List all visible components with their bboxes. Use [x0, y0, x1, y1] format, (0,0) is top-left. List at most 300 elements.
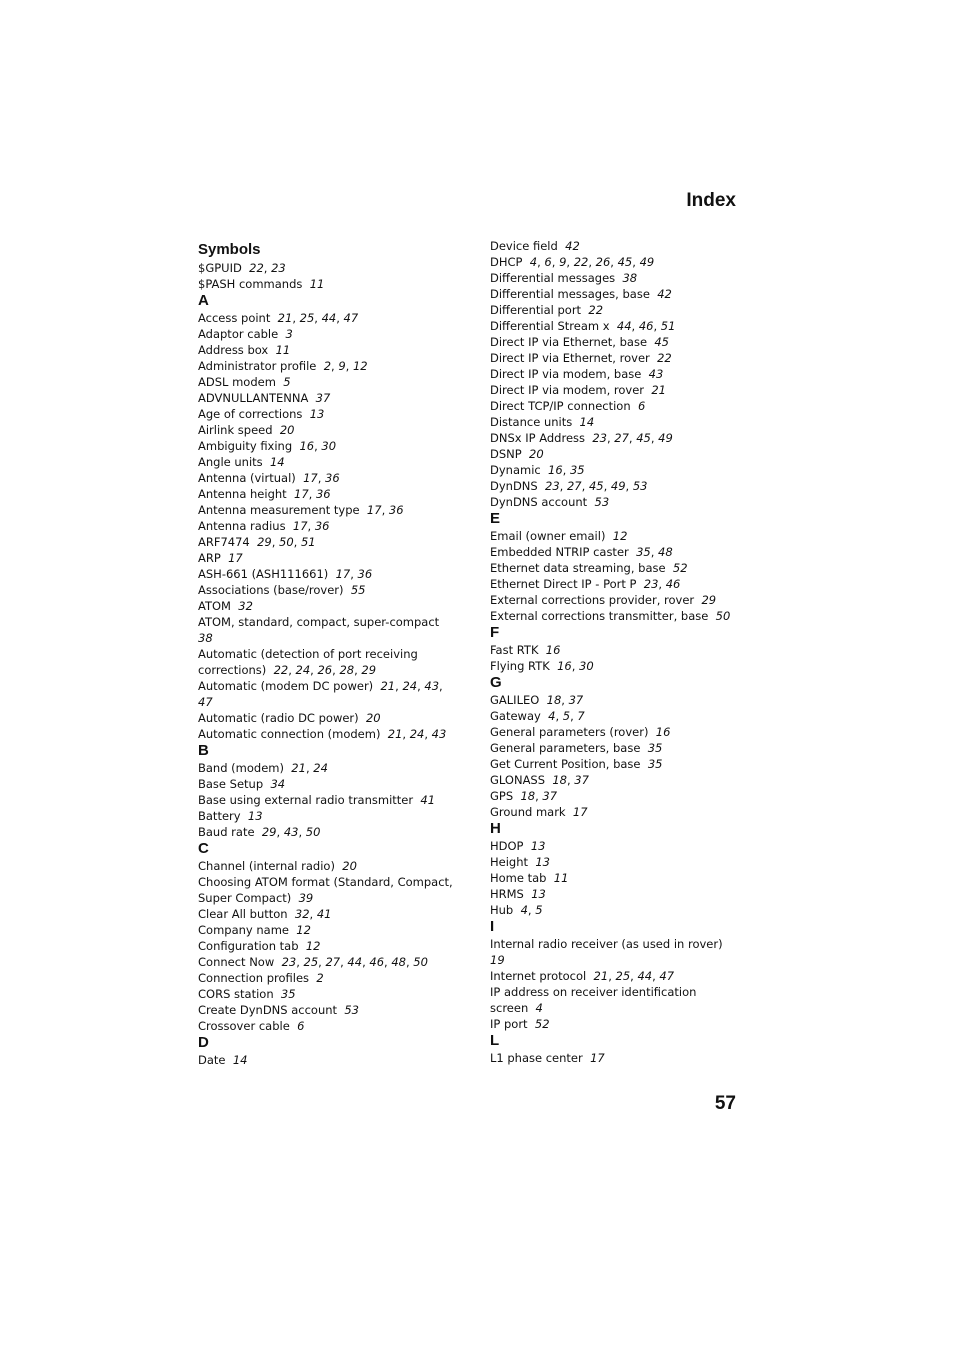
index-entry: Differential Stream x 44, 46, 51	[490, 319, 676, 333]
page-reference-link[interactable]: 13	[535, 855, 550, 869]
index-entry	[490, 1016, 740, 1032]
index-term: Height	[490, 855, 529, 869]
index-term: Band (modem)	[198, 761, 284, 775]
index-entry	[490, 270, 740, 286]
index-entry	[490, 838, 740, 854]
index-entry	[198, 986, 458, 1002]
page-reference-link[interactable]: 36	[357, 567, 373, 581]
index-term: DynDNS	[490, 479, 538, 493]
index-term: Clear All button	[198, 907, 288, 921]
index-term: Internet protocol	[490, 969, 587, 983]
page-reference-link[interactable]: 50	[279, 535, 294, 549]
index-term: Ambiguity fixing	[198, 439, 293, 453]
section-heading: E	[490, 510, 501, 527]
page-reference-link[interactable]: 35	[569, 463, 585, 477]
page-reference-link[interactable]: 53	[594, 495, 610, 509]
index-entry: Internet protocol 21, 25, 44, 47	[490, 969, 675, 983]
page-reference-link[interactable]: 43	[283, 825, 299, 839]
index-term: $GPUID	[198, 261, 242, 275]
index-entry: DNSx IP Address 23, 27, 45, 49	[490, 431, 673, 445]
index-entry	[490, 740, 740, 756]
index-entry: Access point 21, 25, 44, 47	[198, 311, 359, 325]
index-entry: Administrator profile 2, 9, 12	[198, 359, 368, 373]
section-heading: I	[490, 918, 495, 935]
page-reference-link[interactable]: 47	[343, 311, 359, 325]
index-term: External corrections provider, rover	[490, 593, 695, 607]
page-reference-link[interactable]: 26	[317, 663, 333, 677]
page-reference-link[interactable]: 24	[402, 679, 418, 693]
index-entry	[490, 854, 740, 870]
page-reference-link[interactable]: 30	[321, 439, 337, 453]
index-entry	[198, 1002, 458, 1018]
index-entry: DHCP 4, 6, 9, 22, 26, 45, 49	[490, 255, 655, 269]
index-term: Battery	[198, 809, 241, 823]
index-term: CORS station	[198, 987, 274, 1001]
page-reference-link[interactable]: 49	[610, 479, 626, 493]
index-entry: GPS 18, 37	[490, 789, 558, 803]
page-reference-link[interactable]: 12	[296, 923, 311, 937]
page-reference-link[interactable]: 12	[612, 529, 628, 543]
page-reference-link[interactable]: 53	[344, 1003, 359, 1017]
index-term: HRMS	[490, 887, 524, 901]
page-reference-link[interactable]: 36	[315, 487, 331, 501]
page-reference-link[interactable]: 35	[647, 757, 663, 771]
index-entry	[490, 592, 740, 608]
page-reference-link[interactable]: 50	[715, 609, 731, 623]
page-reference-link[interactable]: 36	[314, 519, 330, 533]
index-entry: GALILEO 18, 37	[490, 693, 584, 707]
page-reference-link[interactable]: 44	[347, 955, 363, 969]
index-term: GALILEO	[490, 693, 540, 707]
page-reference-link[interactable]: 49	[639, 255, 655, 269]
index-term: Antenna height	[198, 487, 287, 501]
index-term: Differential messages	[490, 271, 616, 285]
index-entry	[198, 342, 458, 358]
index-entry	[490, 350, 740, 366]
index-entry	[490, 334, 740, 350]
index-term: Airlink speed	[198, 423, 273, 437]
index-term: Ground mark	[490, 805, 566, 819]
section-heading: H	[490, 820, 501, 837]
index-term: Automatic (radio DC power)	[198, 711, 359, 725]
page-reference-link[interactable]: 4	[548, 709, 556, 723]
page-reference-link[interactable]: 20	[529, 447, 544, 461]
index-entry: Band (modem) 21, 24	[198, 761, 328, 775]
page-reference-link[interactable]: 41	[420, 793, 436, 807]
page-reference-link[interactable]: 29	[261, 825, 277, 839]
index-term: Home tab	[490, 871, 547, 885]
index-entry	[490, 446, 740, 462]
page-reference-link[interactable]: 27	[566, 479, 582, 493]
section-heading: B	[198, 742, 209, 759]
page-reference-link[interactable]: 5	[562, 709, 571, 723]
page-reference-link[interactable]: 22	[249, 261, 264, 275]
page-reference-link[interactable]: 11	[275, 343, 291, 357]
page-reference-link[interactable]: 25	[299, 311, 315, 325]
index-term: Direct IP via Ethernet, base	[490, 335, 648, 349]
page-reference-link[interactable]: 44	[321, 311, 337, 325]
index-term: Adaptor cable	[198, 327, 279, 341]
index-entry	[198, 776, 458, 792]
page-reference-link[interactable]: 16	[548, 463, 563, 477]
page-reference-link[interactable]: 42	[657, 287, 672, 301]
page-reference-link[interactable]: 2	[323, 359, 332, 373]
page-reference-link[interactable]: 18	[520, 789, 536, 803]
index-term: DHCP	[490, 255, 523, 269]
page-reference-link[interactable]: 42	[565, 239, 580, 253]
page-reference-link[interactable]: 27	[614, 431, 629, 445]
page-reference-link[interactable]: 9	[338, 359, 346, 373]
index-entry	[490, 608, 740, 624]
page-reference-link[interactable]: 32	[238, 599, 253, 613]
page-reference-link[interactable]: 22	[273, 663, 289, 677]
page-reference-link[interactable]: 36	[388, 503, 404, 517]
index-term: Device field	[490, 239, 558, 253]
page-reference-link[interactable]: 23	[592, 431, 607, 445]
index-entry: Embedded NTRIP caster 35, 48	[490, 545, 673, 559]
index-entry: Clear All button 32, 41	[198, 907, 332, 921]
index-entry	[490, 936, 740, 968]
page-reference-link[interactable]: 29	[361, 663, 377, 677]
page-reference-link[interactable]: 12	[352, 359, 368, 373]
page-reference-link[interactable]: 21	[387, 727, 403, 741]
index-term: Distance units	[490, 415, 573, 429]
page-reference-link[interactable]: 35	[636, 545, 651, 559]
page-reference-link[interactable]: 5	[283, 375, 291, 389]
page-reference-link[interactable]: 45	[654, 335, 669, 349]
page-reference-link[interactable]: 17	[303, 471, 318, 485]
page-reference-link[interactable]: 52	[534, 1017, 550, 1031]
index-entry: Automatic (modem DC power) 21, 24, 43, 47	[198, 679, 443, 709]
page-reference-link[interactable]: 16	[557, 659, 572, 673]
index-entry	[198, 710, 458, 726]
page-reference-link[interactable]: 43	[431, 727, 447, 741]
page-reference-link[interactable]: 47	[659, 969, 675, 983]
index-entry	[198, 550, 458, 566]
index-term: Direct TCP/IP connection	[490, 399, 631, 413]
page-reference-link[interactable]: 49	[658, 431, 673, 445]
page-reference-link[interactable]: 13	[309, 407, 325, 421]
page-reference-link[interactable]: 14	[232, 1053, 248, 1067]
page-reference-link[interactable]: 32	[294, 907, 310, 921]
page-reference-link[interactable]: 17	[590, 1051, 605, 1065]
page-reference-link[interactable]: 18	[552, 773, 567, 787]
index-term: ARP	[198, 551, 221, 565]
page-reference-link[interactable]: 4	[520, 903, 528, 917]
index-term: Configuration tab	[198, 939, 299, 953]
index-entry: Antenna radius 17, 36	[198, 519, 330, 533]
page-reference-link[interactable]: 25	[615, 969, 631, 983]
index-entry	[490, 414, 740, 430]
page-reference-link[interactable]: 22	[573, 255, 589, 269]
index-term: ARF7474	[198, 535, 250, 549]
page-reference-link[interactable]: 46	[369, 955, 385, 969]
page-reference-link[interactable]: 29	[701, 593, 717, 607]
page-reference-link[interactable]: 17	[294, 487, 309, 501]
index-entry	[490, 382, 740, 398]
index-entry	[490, 756, 740, 772]
page-reference-link[interactable]: 21	[291, 761, 306, 775]
index-entry	[490, 286, 740, 302]
page-reference-link[interactable]: 22	[588, 303, 604, 317]
section-heading: F	[490, 624, 500, 641]
page-reference-link[interactable]: 16	[299, 439, 315, 453]
index-entry	[490, 804, 740, 820]
page-reference-link[interactable]: 50	[413, 955, 428, 969]
page-reference-link[interactable]: 23	[545, 479, 560, 493]
index-entry	[198, 792, 458, 808]
page-number: 57	[714, 1093, 736, 1114]
index-term: GLONASS	[490, 773, 546, 787]
index-term: Hub	[490, 903, 514, 917]
section-heading: Symbols	[198, 241, 261, 258]
index-term: Automatic connection (modem)	[198, 727, 381, 741]
index-entry	[198, 922, 458, 938]
page-reference-link[interactable]: 13	[530, 839, 546, 853]
page-reference-link[interactable]: 35	[280, 987, 296, 1001]
index-entry	[198, 970, 458, 986]
page-reference-link[interactable]: 3	[285, 327, 293, 341]
index-entry	[490, 1050, 740, 1066]
page-reference-link[interactable]: 20	[279, 423, 295, 437]
page-reference-link[interactable]: 44	[637, 969, 653, 983]
index-term: Differential port	[490, 303, 582, 317]
section-heading: A	[198, 292, 209, 309]
page-reference-link[interactable]: 11	[553, 871, 569, 885]
page-reference-link[interactable]: 23	[271, 261, 286, 275]
index-entry: Ambiguity fixing 16, 30	[198, 439, 337, 453]
index-entry	[198, 406, 458, 422]
page-reference-link[interactable]: 50	[305, 825, 321, 839]
index-entry	[198, 374, 458, 390]
index-entry	[198, 1018, 458, 1034]
index-entry	[490, 528, 740, 544]
index-term: Company name	[198, 923, 289, 937]
page-reference-link[interactable]: 20	[342, 859, 357, 873]
index-entry	[198, 422, 458, 438]
index-entry: Ethernet Direct IP - Port P 23, 46	[490, 577, 681, 591]
page-reference-link[interactable]: 39	[298, 891, 314, 905]
index-term: External corrections transmitter, base	[490, 609, 709, 623]
page-reference-link[interactable]: 30	[579, 659, 594, 673]
page-reference-link[interactable]: 17	[572, 805, 588, 819]
page-reference-link[interactable]: 36	[325, 471, 340, 485]
page-reference-link[interactable]: 17	[292, 519, 308, 533]
index-term: DNSx IP Address	[490, 431, 585, 445]
index-term: Automatic (modem DC power)	[198, 679, 374, 693]
index-term: ATOM	[198, 599, 231, 613]
page-reference-link[interactable]: 38	[198, 631, 213, 645]
index-term: Choosing ATOM format (Standard, Compact, Super Compact)	[198, 875, 453, 905]
page-reference-link[interactable]: 46	[665, 577, 681, 591]
page-reference-link[interactable]: 7	[577, 709, 585, 723]
page-reference-link[interactable]: 19	[490, 953, 505, 967]
index-entry	[490, 642, 740, 658]
section-heading: C	[198, 840, 209, 857]
index-term: Base using external radio transmitter	[198, 793, 414, 807]
page-reference-link[interactable]: 45	[588, 479, 604, 493]
index-entry	[198, 614, 458, 646]
index-entry: Connect Now 23, 25, 27, 44, 46, 48, 50	[198, 955, 428, 969]
page-reference-link[interactable]: 11	[309, 277, 325, 291]
page-reference-link[interactable]: 43	[424, 679, 440, 693]
index-term: ASH-661 (ASH111661)	[198, 567, 329, 581]
page-reference-link[interactable]: 24	[295, 663, 311, 677]
page-reference-link[interactable]: 29	[257, 535, 272, 549]
page-reference-link[interactable]: 41	[316, 907, 332, 921]
index-term: Angle units	[198, 455, 263, 469]
page-reference-link[interactable]: 47	[198, 695, 213, 709]
index-term: Direct IP via modem, rover	[490, 383, 645, 397]
page-reference-link[interactable]: 21	[277, 311, 293, 325]
index-term: General parameters, base	[490, 741, 641, 755]
index-term: Antenna radius	[198, 519, 286, 533]
index-entry	[198, 598, 458, 614]
page-reference-link[interactable]: 28	[339, 663, 355, 677]
page-reference-link[interactable]: 2	[316, 971, 324, 985]
page-reference-link[interactable]: 24	[409, 727, 425, 741]
page-reference-link[interactable]: 35	[647, 741, 663, 755]
index-entry	[490, 366, 740, 382]
page-reference-link[interactable]: 21	[651, 383, 666, 397]
index-term: IP address on receiver identification screen	[490, 985, 697, 1015]
page-reference-link[interactable]: 34	[270, 777, 286, 791]
index-column-left	[198, 239, 458, 1068]
page-reference-link[interactable]: 51	[660, 319, 676, 333]
index-entry: DynDNS 23, 27, 45, 49, 53	[490, 479, 648, 493]
page-reference-link[interactable]: 37	[574, 773, 589, 787]
index-entry	[490, 984, 740, 1016]
index-term: Ethernet data streaming, base	[490, 561, 666, 575]
index-term: Automatic (detection of port receiving corrections)	[198, 647, 418, 677]
index-term: HDOP	[490, 839, 524, 853]
index-entry: Antenna height 17, 36	[198, 487, 331, 501]
index-entry: Antenna (virtual) 17, 36	[198, 471, 340, 485]
page-reference-link[interactable]: 23	[281, 955, 297, 969]
index-entry	[198, 454, 458, 470]
page-reference-link[interactable]: 45	[617, 255, 633, 269]
index-term: $PASH commands	[198, 277, 303, 291]
page-reference-link[interactable]: 13	[531, 887, 546, 901]
index-entry	[198, 874, 458, 906]
index-term: Connect Now	[198, 955, 275, 969]
index-entry	[198, 938, 458, 954]
index-term: Flying RTK	[490, 659, 550, 673]
index-term: Direct IP via Ethernet, rover	[490, 351, 650, 365]
index-entry	[198, 582, 458, 598]
section-heading: G	[490, 674, 502, 691]
index-entry	[198, 858, 458, 874]
index-term: Create DynDNS account	[198, 1003, 338, 1017]
page-reference-link[interactable]: 18	[546, 693, 562, 707]
section-heading: L	[490, 1032, 500, 1049]
page-reference-link[interactable]: 6	[637, 399, 646, 413]
page-reference-link[interactable]: 6	[297, 1019, 305, 1033]
page-reference-link[interactable]: 21	[380, 679, 396, 693]
index-term: Gateway	[490, 709, 541, 723]
page-title: Index	[686, 190, 736, 211]
index-entry: GLONASS 18, 37	[490, 773, 589, 787]
page-reference-link[interactable]: 24	[313, 761, 328, 775]
page-reference-link[interactable]: 37	[568, 693, 584, 707]
index-entry	[490, 724, 740, 740]
index-term: IP port	[490, 1017, 528, 1031]
page-reference-link[interactable]: 48	[391, 955, 406, 969]
index-entry	[490, 494, 740, 510]
page-reference-link[interactable]: 22	[657, 351, 672, 365]
index-entry	[198, 326, 458, 342]
page-reference-link[interactable]: 17	[228, 551, 243, 565]
page-reference-link[interactable]: 17	[366, 503, 382, 517]
index-entry	[198, 390, 458, 406]
page-reference-link[interactable]: 9	[559, 255, 567, 269]
page-reference-link[interactable]: 16	[545, 643, 561, 657]
page-reference-link[interactable]: 53	[632, 479, 648, 493]
page-reference-link[interactable]: 20	[365, 711, 381, 725]
index-term: Direct IP via modem, base	[490, 367, 642, 381]
index-term: Differential Stream x	[490, 319, 610, 333]
page-reference-link[interactable]: 46	[638, 319, 654, 333]
index-term: Crossover cable	[198, 1019, 290, 1033]
page-reference-link[interactable]: 12	[305, 939, 321, 953]
index-entry: Hub 4, 5	[490, 903, 543, 917]
index-entry	[490, 886, 740, 902]
index-entry: $GPUID 22, 23	[198, 261, 286, 275]
page-reference-link[interactable]: 16	[655, 725, 671, 739]
page-reference-link[interactable]: 52	[672, 561, 688, 575]
index-entry: Antenna measurement type 17, 36	[198, 503, 404, 517]
page-reference-link[interactable]: 51	[300, 535, 316, 549]
page-reference-link[interactable]: 14	[269, 455, 285, 469]
index-term: Access point	[198, 311, 271, 325]
section-heading: D	[198, 1034, 209, 1051]
page-reference-link[interactable]: 38	[622, 271, 638, 285]
index-term: Dynamic	[490, 463, 541, 477]
index-term: Fast RTK	[490, 643, 539, 657]
page-reference-link[interactable]: 37	[315, 391, 331, 405]
index-term: GPS	[490, 789, 514, 803]
page-reference-link[interactable]: 21	[593, 969, 609, 983]
page-reference-link[interactable]: 25	[303, 955, 319, 969]
index-entry: Gateway 4, 5, 7	[490, 709, 585, 723]
page-reference-link[interactable]: 37	[542, 789, 558, 803]
index-entry	[198, 276, 458, 292]
index-entry: Dynamic 16, 35	[490, 463, 585, 477]
index-term: DSNP	[490, 447, 522, 461]
page-reference-link[interactable]: 6	[544, 255, 552, 269]
page-reference-link[interactable]: 45	[636, 431, 651, 445]
index-entry	[490, 560, 740, 576]
index-term: Embedded NTRIP caster	[490, 545, 629, 559]
page-reference-link[interactable]: 13	[247, 809, 263, 823]
page-reference-link[interactable]: 44	[616, 319, 632, 333]
page-reference-link[interactable]: 4	[529, 255, 538, 269]
index-entry	[198, 808, 458, 824]
page-reference-link[interactable]: 23	[643, 577, 659, 591]
page-reference-link[interactable]: 48	[658, 545, 673, 559]
page-reference-link[interactable]: 55	[350, 583, 366, 597]
index-term: Administrator profile	[198, 359, 317, 373]
page-reference-link[interactable]: 43	[648, 367, 664, 381]
index-term: General parameters (rover)	[490, 725, 649, 739]
page-reference-link[interactable]: 26	[595, 255, 611, 269]
page-reference-link[interactable]: 14	[579, 415, 595, 429]
page-reference-link[interactable]: 17	[335, 567, 351, 581]
index-term: Age of corrections	[198, 407, 303, 421]
page-reference-link[interactable]: 27	[325, 955, 341, 969]
page-reference-link[interactable]: 4	[535, 1001, 543, 1015]
page-reference-link[interactable]: 5	[535, 903, 543, 917]
